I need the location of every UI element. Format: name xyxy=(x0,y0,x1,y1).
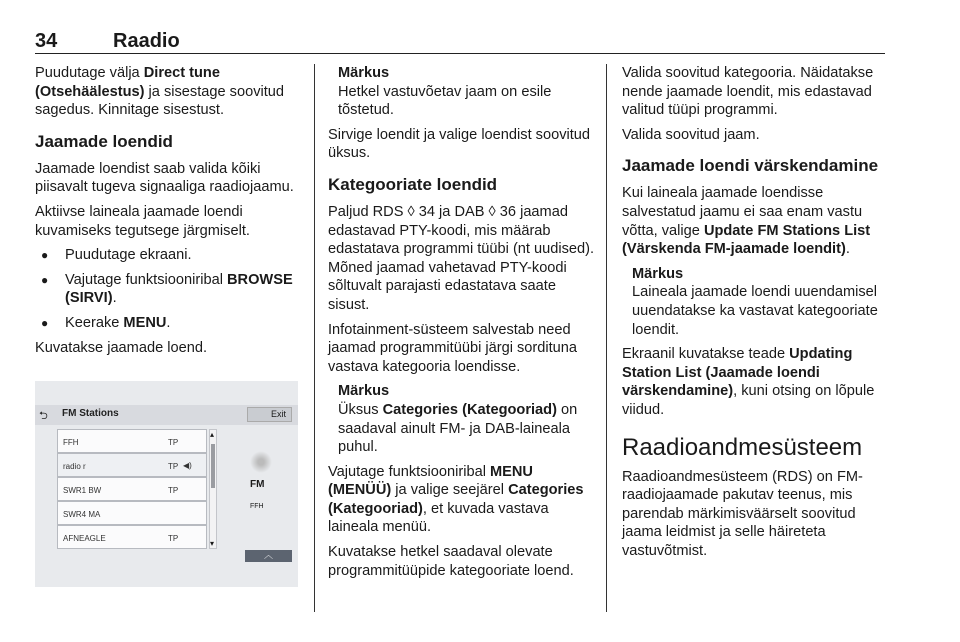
paragraph: Sirvige loendit ja valige loendist soovitud üksus. xyxy=(328,126,591,162)
paragraph: Kuvatakse jaamade loend. xyxy=(35,339,207,356)
note-title: Märkus xyxy=(632,265,684,282)
speaker-icon: ◀) xyxy=(183,461,192,470)
fm-stations-screenshot xyxy=(35,381,298,587)
exit-button: Exit xyxy=(247,407,292,422)
section-heading-category-lists: Kategooriate loendid xyxy=(328,174,498,194)
current-station-label: FFH xyxy=(250,503,264,510)
chevron-down-icon: ▾ xyxy=(210,539,215,548)
note-box xyxy=(328,64,596,120)
station-list xyxy=(57,429,207,549)
station-row-selected: radio r TP ◀) xyxy=(57,453,207,477)
station-row: FFH TP xyxy=(57,429,207,453)
paragraph: Paljud RDS ◊ 34 ja DAB ◊ 36 jaamad edastavad PTY-koodi, mis määrab edastatava programmi tüübi (nt uudised). Mõned jaamad vahetavad PTY-koodi sõltuvalt parajasti edastatava saate sisust. xyxy=(328,203,595,313)
note-text: Üksus Categories (Kategooriad) on saadaval ainult FM- ja DAB-laineala puhul. xyxy=(338,401,578,456)
page-number: 34 xyxy=(35,30,58,52)
column-divider xyxy=(606,64,607,612)
paragraph: Valida soovitud kategooria. Näidatakse nende jaamade loendit, mis edastavad valitud tüüpi programmi. xyxy=(622,65,874,119)
station-row: SWR4 MA xyxy=(57,501,207,525)
page-header xyxy=(35,28,885,54)
section-heading-station-lists: Jaamade loendid xyxy=(35,131,173,151)
station-row: AFNEAGLE TP xyxy=(57,525,207,549)
scrollbar-thumb xyxy=(211,444,215,488)
scrollbar xyxy=(209,429,217,549)
list-item: ● Vajutage funktsiooniribal BROWSE (SIRVI). xyxy=(35,271,303,308)
paragraph: Vajutage funktsiooniribal MENU (MENÜÜ) ja valige seejärel Categories (Kategooriad), et kuvada vastava laineala menüü. xyxy=(328,463,584,536)
list-item: ● Keerake MENU. xyxy=(35,314,303,333)
note-title: Märkus xyxy=(338,65,390,81)
note-text: Hetkel vastuvõetav jaam on esile tõstetud. xyxy=(338,83,552,119)
paragraph: Ekraanil kuvatakse teade Updating Station List (Jaamade loendi värskendamine), kuni otsing on lõpule viidud. xyxy=(622,346,875,418)
paragraph: Jaamade loendist saab valida kõiki piisavalt tugeva signaaliga raadiojaamu. xyxy=(35,160,294,196)
list-item: ● Puudutage ekraani. xyxy=(35,246,303,265)
chevron-up-handle-icon: ︿ xyxy=(245,550,292,562)
column-2 xyxy=(328,64,596,586)
paragraph: Raadioandmesüsteem (RDS) on FM-raadiojaamade pakutav teenus, mis parendab märkimisväärselt soovitud jaama leidmist ja selle häireteta vastuvõtmist. xyxy=(622,468,863,559)
paragraph: Valida soovitud jaam. xyxy=(622,126,760,143)
paragraph: Kuvatakse hetkel saadaval olevate programmitüüpide kategooriate loend. xyxy=(328,544,574,579)
note-box xyxy=(622,265,892,339)
paragraph: Kui laineala jaamade loendisse salvestatud jaamu ei saa enam vastu võtta, valige Update FM Stations List (Värskenda FM-jaamade loendit). xyxy=(622,185,871,258)
paragraph: Aktiivse laineala jaamade loendi kuvamiseks tegutsege järgmiselt. xyxy=(35,203,250,239)
station-row: SWR1 BW TP xyxy=(57,477,207,501)
section-heading-list-update: Jaamade loendi värskendamine xyxy=(622,156,879,176)
note-box xyxy=(328,382,596,456)
note-title: Märkus xyxy=(338,383,390,400)
paragraph: Puudutage välja Direct tune (Otsehäälestus) ja sisestage soovitud sagedus. Kinnitage sisestust. xyxy=(35,65,285,119)
screen-title: FM Stations xyxy=(62,408,119,419)
section-heading-rds: Raadioandmesüsteem xyxy=(622,433,863,461)
column-1 xyxy=(35,64,303,363)
column-divider xyxy=(314,64,315,612)
bullet-list xyxy=(35,246,303,332)
column-3 xyxy=(622,64,892,566)
chapter-title: Raadio xyxy=(113,30,180,52)
band-label: FM xyxy=(250,479,265,490)
paragraph: Infotainment-süsteem salvestab need jaamad programmitüübi järgi sordituna vastava kategooria loendisse. xyxy=(328,321,578,375)
antenna-icon xyxy=(250,451,272,473)
note-text: Laineala jaamade loendi uuendamisel uuendatakse ka vastavat kategooriate loendit. xyxy=(632,284,878,338)
back-arrow-icon: ⮌ xyxy=(39,410,48,422)
chevron-up-icon: ▴ xyxy=(210,430,215,439)
